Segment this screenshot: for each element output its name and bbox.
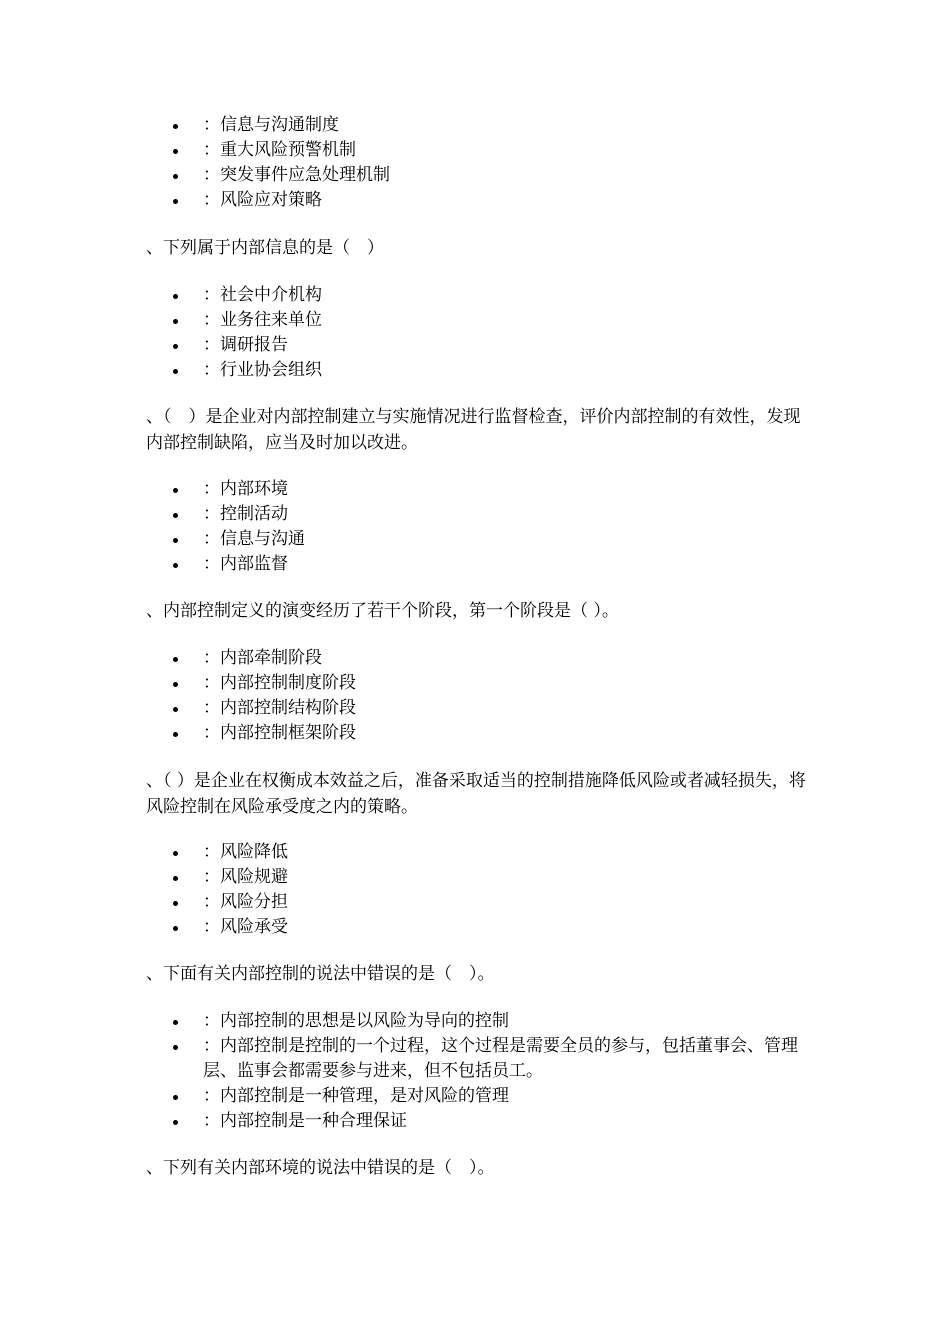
bullet-icon <box>173 707 178 712</box>
bullet-icon <box>173 876 178 881</box>
option-item <box>170 138 820 163</box>
option-text: ：重大风险预警机制 <box>203 140 356 160</box>
option-text: ：内部监督 <box>203 554 288 574</box>
option-list <box>170 283 820 383</box>
bullet-icon <box>173 199 178 204</box>
option-text: ：风险应对策略 <box>203 190 322 210</box>
option-text: ：内部控制是一种管理，是对风险的管理 <box>203 1086 509 1106</box>
bullet-icon <box>173 369 178 374</box>
option-text: ：控制活动 <box>203 504 288 524</box>
option-text: ：内部环境 <box>203 479 288 499</box>
option-item <box>170 865 820 890</box>
bullet-icon <box>173 319 178 324</box>
bullet-icon <box>173 851 178 856</box>
option-item <box>170 333 820 358</box>
bullet-icon <box>173 149 178 154</box>
option-item <box>170 646 820 671</box>
option-item <box>170 696 820 721</box>
bullet-icon <box>173 488 178 493</box>
option-text: ：内部控制制度阶段 <box>203 673 356 693</box>
option-text: ：内部控制是一种合理保证 <box>203 1111 407 1131</box>
bullet-icon <box>173 732 178 737</box>
option-text: ：风险分担 <box>203 892 288 912</box>
bullet-icon <box>173 901 178 906</box>
option-text: ：行业协会组织 <box>203 360 322 380</box>
question-text: 、下面有关内部控制的说法中错误的是（ ）。 <box>146 964 495 984</box>
bullet-icon <box>173 1120 178 1125</box>
option-text: ：内部牵制阶段 <box>203 648 322 668</box>
option-text: ：信息与沟通 <box>203 529 305 549</box>
bullet-icon <box>173 657 178 662</box>
option-item <box>170 1034 820 1084</box>
bullet-icon <box>173 682 178 687</box>
option-list <box>170 840 820 940</box>
option-item <box>170 308 820 333</box>
bullet-icon <box>173 563 178 568</box>
option-text: ：风险规避 <box>203 867 288 887</box>
bullet-icon <box>173 124 178 129</box>
option-list <box>170 646 820 746</box>
bullet-icon <box>173 1045 178 1050</box>
option-item <box>170 840 820 865</box>
option-item <box>170 721 820 746</box>
option-item <box>170 552 820 577</box>
option-text: ：突发事件应急处理机制 <box>203 165 390 185</box>
option-text: ：内部控制框架阶段 <box>203 723 356 743</box>
question-text: 、（ ）是企业对内部控制建立与实施情况进行监督检查，评价内部控制的有效性，发现内部控制缺陷，应当及时加以改进。 <box>146 407 801 453</box>
option-item <box>170 1109 820 1134</box>
option-text: ：社会中介机构 <box>203 285 322 305</box>
option-text: ：风险降低 <box>203 842 288 862</box>
bullet-icon <box>173 294 178 299</box>
option-list <box>170 1009 820 1134</box>
question-text: 、内部控制定义的演变经历了若干个阶段，第一个阶段是（ ）。 <box>146 601 619 621</box>
option-item <box>170 188 820 213</box>
bullet-icon <box>173 1095 178 1100</box>
bullet-icon <box>173 1020 178 1025</box>
option-item <box>170 163 820 188</box>
option-item <box>170 1084 820 1109</box>
question-text: 、下列属于内部信息的是（ ） <box>146 238 384 258</box>
option-text: ：内部控制是控制的一个过程，这个过程是需要全员的参与，包括董事会、管理层、监事会都需要参与进来，但不包括员工。 <box>203 1036 798 1081</box>
question-text: 、（ ）是企业在权衡成本效益之后，准备采取适当的控制措施降低风险或者减轻损失，将风险控制在风险承受度之内的策略。 <box>146 771 806 817</box>
option-item <box>170 671 820 696</box>
option-text: ：调研报告 <box>203 335 288 355</box>
question-text: 、下列有关内部环境的说法中错误的是（ ）。 <box>146 1158 495 1178</box>
option-text: ：业务往来单位 <box>203 310 322 330</box>
option-text: ：内部控制的思想是以风险为导向的控制 <box>203 1011 509 1031</box>
option-item <box>170 527 820 552</box>
option-list <box>170 477 820 577</box>
option-item <box>170 890 820 915</box>
option-item <box>170 113 820 138</box>
option-item <box>170 1009 820 1034</box>
option-item <box>170 283 820 308</box>
option-list <box>170 113 820 213</box>
option-text: ：内部控制结构阶段 <box>203 698 356 718</box>
bullet-icon <box>173 926 178 931</box>
bullet-icon <box>173 174 178 179</box>
option-item <box>170 358 820 383</box>
option-item <box>170 477 820 502</box>
bullet-icon <box>173 513 178 518</box>
option-item <box>170 915 820 940</box>
option-text: ：风险承受 <box>203 917 288 937</box>
option-text: ：信息与沟通制度 <box>203 115 339 135</box>
bullet-icon <box>173 344 178 349</box>
bullet-icon <box>173 538 178 543</box>
option-item <box>170 502 820 527</box>
